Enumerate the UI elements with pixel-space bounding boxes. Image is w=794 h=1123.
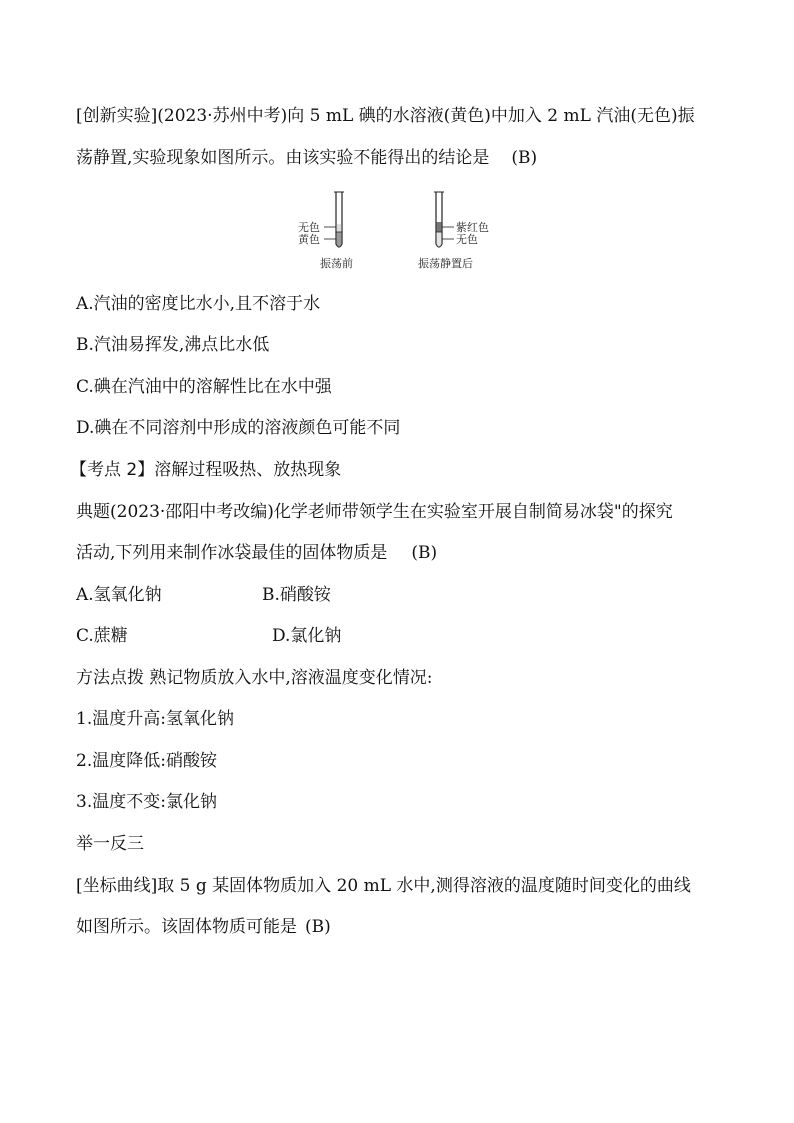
test-tube-diagram (290, 188, 510, 278)
question-2-line-2 (76, 541, 437, 565)
question-1-option-a: A.汽油的密度比水小,且不溶于水 (76, 294, 321, 314)
question-1-option-c: C.碘在汽油中的溶解性比在水中强 (76, 377, 332, 397)
test-tube-figure (290, 188, 510, 278)
question-2-answer: (B) (411, 543, 438, 563)
question-2-option-b: B.硝酸铵 (262, 585, 331, 605)
question-2-option-c: C.蔗糖 (76, 626, 128, 646)
method-item-3: 3.温度不变:氯化钠 (76, 792, 217, 812)
method-title: 方法点拨 熟记物质放入水中,溶液温度变化情况: (76, 668, 433, 688)
method-item-1: 1.温度升高:氢氧化钠 (76, 709, 234, 729)
question-1-line-2 (76, 146, 537, 170)
left-top-label: 无色 (298, 221, 320, 234)
right-test-tube (434, 192, 454, 247)
juyi-heading: 举一反三 (76, 834, 144, 854)
right-top-label: 紫红色 (456, 221, 489, 234)
question-3-line-1: [坐标曲线]取 5 g 某固体物质加入 20 mL 水中,测得溶液的温度随时间变化的曲线 (76, 876, 691, 896)
method-item-2: 2.温度降低:硝酸铵 (76, 751, 217, 771)
left-bottom-label: 黄色 (298, 233, 320, 246)
question-3-answer: (B) (305, 917, 331, 937)
question-2-option-d: D.氯化钠 (272, 626, 342, 646)
question-2-option-a: A.氢氧化钠 (76, 585, 162, 605)
right-bottom-label: 无色 (456, 233, 478, 246)
question-1-answer: (B) (511, 148, 538, 168)
question-2-line-1: 典题(2023·邵阳中考改编)化学老师带领学生在实验室开展自制简易冰袋"的探究 (76, 502, 673, 522)
question-1-line-1: [创新实验](2023·苏州中考)向 5 mL 碘的水溶液(黄色)中加入 2 mL 汽油(无色)振 (76, 106, 695, 126)
question-2-stem: 活动,下列用来制作冰袋最佳的固体物质是 (76, 543, 388, 563)
kaodian-heading: 【考点 2】溶解过程吸热、放热现象 (70, 460, 342, 480)
left-test-tube (324, 192, 344, 247)
question-3-line-2 (76, 915, 331, 939)
left-caption: 振荡前 (320, 257, 353, 270)
question-1-stem: 荡静置,实验现象如图所示。由该实验不能得出的结论是 (76, 148, 490, 168)
right-caption: 振荡静置后 (418, 257, 473, 270)
question-1-option-b: B.汽油易挥发,沸点比水低 (76, 335, 270, 355)
question-1-option-d: D.碘在不同溶剂中形成的溶液颜色可能不同 (76, 418, 401, 438)
question-3-stem: 如图所示。该固体物质可能是 (76, 917, 297, 937)
